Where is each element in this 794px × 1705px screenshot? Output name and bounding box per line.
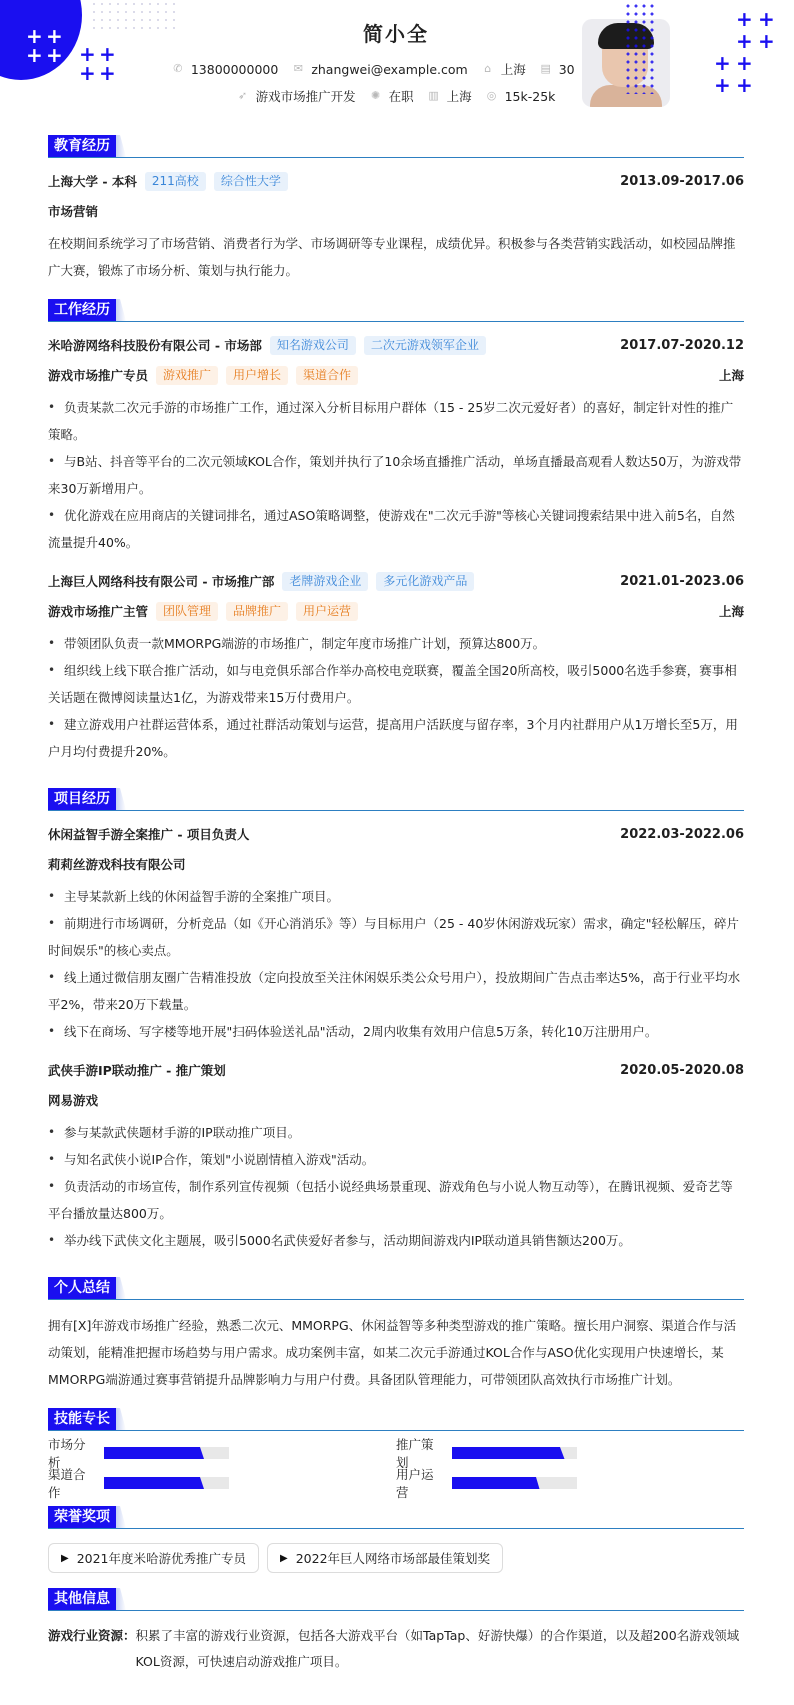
triangle-icon: ▶	[61, 1552, 69, 1564]
triangle-icon: ▶	[280, 1552, 288, 1564]
plus-icon: +	[46, 24, 63, 48]
plus-icon: +	[736, 51, 753, 75]
education-description: 在校期间系统学习了市场营销、消费者行为学、市场调研等专业课程，成绩优异。积极参与各类营销实践活动，如校园品牌推广大赛，锻炼了市场分析、策划与执行能力。	[48, 236, 736, 278]
section-header	[48, 1587, 744, 1611]
location-value: 上海	[500, 62, 526, 77]
salary-item	[486, 89, 556, 104]
section-header	[48, 1407, 744, 1431]
email-item	[292, 62, 467, 77]
plus-icon: +	[758, 7, 775, 31]
plus-icon: +	[26, 24, 43, 48]
company-row	[48, 334, 744, 356]
section-title: 技能专长	[48, 1408, 116, 1430]
section-header	[48, 134, 744, 158]
skill-bar-fill	[452, 1447, 565, 1459]
project-date: 2022.03-2022.06	[620, 826, 744, 842]
section-header	[48, 1276, 744, 1300]
award-label: 2022年巨人网络市场部最佳策划奖	[295, 1551, 491, 1566]
project-name: 武侠手游IP联动推广 - 推广策划	[48, 1063, 226, 1078]
skill-bar-fill	[452, 1477, 540, 1489]
section-title: 工作经历	[48, 299, 116, 321]
plus-icon: +	[758, 29, 775, 53]
company-tag: 多元化游戏产品	[376, 572, 474, 591]
section-header	[48, 298, 744, 322]
section-title: 荣誉奖项	[48, 1506, 116, 1528]
age-value: 30	[558, 61, 575, 77]
skill-bar	[452, 1477, 577, 1489]
plus-icon: +	[79, 61, 96, 85]
work-date: 2021.01-2023.06	[620, 573, 744, 589]
plus-icon: +	[26, 43, 43, 67]
salary-icon: ◎	[486, 89, 497, 102]
school-tag: 211高校	[145, 172, 206, 191]
plus-icon: +	[99, 61, 116, 85]
other-info-row	[48, 1623, 744, 1675]
role-name: 游戏市场推广专员	[48, 368, 149, 383]
skill-item	[48, 1437, 396, 1470]
skill-bar	[104, 1447, 229, 1459]
role-tag: 渠道合作	[296, 366, 358, 385]
status-icon: ✺	[370, 89, 381, 102]
list-item: • 建立游戏用户社群运营体系，通过社群活动策划与运营，提高用户活跃度与留存率，3个月内社群用户从1万增长至5万，用户月均付费提升20%。	[48, 711, 744, 765]
skill-label: 用户运营	[396, 1467, 434, 1500]
plus-icon: +	[99, 42, 116, 66]
project-org: 莉莉丝游戏科技有限公司	[48, 857, 186, 872]
location-item	[482, 60, 526, 78]
role-tag: 用户增长	[226, 366, 288, 385]
plus-icon: +	[736, 73, 753, 97]
candidate-name: 简小全	[363, 22, 429, 46]
other-section	[48, 1587, 744, 1675]
salary-value: 15k-25k	[504, 88, 556, 104]
education-date: 2013.09-2017.06	[620, 173, 744, 189]
other-info-label: 游戏行业资源：	[48, 1628, 136, 1643]
section-title: 其他信息	[48, 1588, 116, 1610]
plus-icon: +	[714, 51, 731, 75]
phone-icon: ✆	[173, 62, 183, 75]
work-item	[48, 570, 744, 765]
list-item: • 组织线上线下联合推广活动，如与电竞俱乐部合作举办高校电竞联赛，覆盖全国20所高校，吸引5000名选手参赛，赛事相关话题在微博阅读量达1亿，为游戏带来15万付费用户。	[48, 657, 744, 711]
job-status-value: 在职	[388, 89, 414, 104]
skill-label: 渠道合作	[48, 1467, 86, 1500]
section-title: 个人总结	[48, 1277, 116, 1299]
project-bullets	[48, 883, 744, 1045]
list-item: • 线上通过微信朋友圈广告精准投放（定向投放至关注休闲娱乐类公众号用户），投放期间广告点击率达5%，高于行业平均水平2%，带来20万下载量。	[48, 964, 744, 1018]
target-position-item	[237, 87, 356, 105]
list-item: • 举办线下武侠文化主题展，吸引5000名武侠爱好者参与，活动期间游戏内IP联动道具销售额达200万。	[48, 1227, 744, 1254]
resume-header	[48, 0, 744, 120]
skill-bar	[104, 1477, 229, 1489]
school-tag: 综合性大学	[214, 172, 288, 191]
company-row	[48, 570, 744, 592]
list-item: • 参与某款武侠题材手游的IP联动推广项目。	[48, 1119, 744, 1146]
section-header	[48, 1505, 744, 1529]
projects-section	[48, 787, 744, 1254]
education-section	[48, 134, 744, 284]
role-name: 游戏市场推广主管	[48, 604, 149, 619]
summary-section	[48, 1276, 744, 1393]
work-bullets	[48, 630, 744, 765]
company-name: 上海巨人网络科技有限公司 - 市场推广部	[48, 574, 275, 589]
work-bullets	[48, 394, 744, 556]
email-value: zhangwei@example.com	[311, 61, 468, 77]
skill-label: 推广策划	[396, 1437, 434, 1470]
target-city-value: 上海	[446, 89, 472, 104]
other-info-value: 积累了丰富的游戏行业资源，包括各大游戏平台（如TapTap、好游快爆）的合作渠道，以及超200名游戏领域KOL资源，可快速启动游戏推广项目。	[135, 1628, 740, 1669]
list-item: • 与B站、抖音等平台的二次元领域KOL合作，策划并执行了10余场直播推广活动，单场直播最高观看人数达50万，为游戏带来30万新增用户。	[48, 448, 744, 502]
skill-item	[396, 1467, 744, 1500]
award-badge	[48, 1543, 259, 1573]
section-title: 项目经历	[48, 788, 116, 810]
school-name: 上海大学 - 本科	[48, 174, 137, 189]
education-row	[48, 170, 744, 192]
skill-bar	[452, 1447, 577, 1459]
target-position-value: 游戏市场推广开发	[255, 89, 356, 104]
project-row	[48, 823, 744, 845]
project-item	[48, 1059, 744, 1254]
project-org-row	[48, 1089, 744, 1111]
award-badge	[267, 1543, 503, 1573]
company-tag: 知名游戏公司	[270, 336, 356, 355]
awards-section	[48, 1505, 744, 1573]
plus-icon: +	[714, 73, 731, 97]
list-item: • 负责活动的市场宣传，制作系列宣传视频（包括小说经典场景重现、游戏角色与小说人物互动等），在腾讯视频、爱奇艺等平台播放量达800万。	[48, 1173, 744, 1227]
list-item: • 线下在商场、写字楼等地开展"扫码体验送礼品"活动，2周内收集有效用户信息5万条，转化10万注册用户。	[48, 1018, 744, 1045]
skill-label: 市场分析	[48, 1437, 86, 1470]
major: 市场营销	[48, 204, 99, 219]
project-org-row	[48, 853, 744, 875]
awards-list	[48, 1541, 744, 1573]
list-item: • 主导某款新上线的休闲益智手游的全案推广项目。	[48, 883, 744, 910]
work-city: 上海	[718, 368, 744, 383]
work-city: 上海	[718, 604, 744, 619]
age-item	[540, 62, 575, 77]
mail-icon: ✉	[293, 62, 303, 75]
list-item: • 负责某款二次元手游的市场推广工作，通过深入分析目标用户群体（15 - 25岁二次元爱好者）的喜好，制定针对性的推广策略。	[48, 394, 744, 448]
decorative-dots	[624, 2, 658, 94]
skills-grid	[48, 1437, 744, 1500]
company-tag: 二次元游戏领军企业	[364, 336, 486, 355]
skill-item	[396, 1437, 744, 1470]
plus-icon: +	[736, 29, 753, 53]
send-icon: ➶	[237, 89, 248, 102]
section-header	[48, 787, 744, 811]
skill-item	[48, 1467, 396, 1500]
project-name: 休闲益智手游全案推广 - 项目负责人	[48, 827, 250, 842]
home-icon: ⌂	[484, 62, 492, 75]
project-bullets	[48, 1119, 744, 1254]
work-section	[48, 298, 744, 765]
list-item: • 前期进行市场调研，分析竞品（如《开心消消乐》等）与目标用户（25 - 40岁休闲游戏玩家）需求，确定"轻松解压，碎片时间娱乐"的核心卖点。	[48, 910, 744, 964]
role-tag: 团队管理	[156, 602, 218, 621]
list-item: • 优化游戏在应用商店的关键词排名，通过ASO策略调整，使游戏在"二次元手游"等核心关键词搜索结果中进入前5名，自然流量提升40%。	[48, 502, 744, 556]
summary-text: 拥有[X]年游戏市场推广经验，熟悉二次元、MMORPG、休闲益智等多种类型游戏的推广策略。擅长用户洞察、渠道合作与活动策划，能精准把握市场趋势与用户需求。成功案例丰富，如某二次元手游通过KOL合作与ASO优化实现用户快速增长，某MMORPG端游通过赛事营销提升品牌影响力与用户付费。具备团队管理能力，可带领团队高效执行市场推广计划。	[48, 1318, 737, 1387]
role-tag: 品牌推广	[226, 602, 288, 621]
award-label: 2021年度米哈游优秀推广专员	[76, 1551, 247, 1566]
role-row	[48, 364, 744, 386]
list-item: • 与知名武侠小说IP合作，策划"小说剧情植入游戏"活动。	[48, 1146, 744, 1173]
city-icon: ▥	[428, 89, 439, 102]
role-tag: 用户运营	[296, 602, 358, 621]
project-org: 网易游戏	[48, 1093, 99, 1108]
role-row	[48, 600, 744, 622]
age-icon: ▤	[540, 62, 551, 75]
list-item: • 带领团队负责一款MMORPG端游的市场推广，制定年度市场推广计划，预算达800万。	[48, 630, 744, 657]
plus-icon: +	[79, 42, 96, 66]
work-item	[48, 334, 744, 556]
skill-bar-fill	[104, 1477, 204, 1489]
skills-section	[48, 1407, 744, 1500]
role-tag: 游戏推广	[156, 366, 218, 385]
phone-item	[172, 62, 278, 77]
plus-icon: +	[46, 43, 63, 67]
skill-bar-fill	[104, 1447, 204, 1459]
company-tag: 老牌游戏企业	[282, 572, 368, 591]
job-status-item	[370, 87, 414, 105]
company-name: 米哈游网络科技股份有限公司 - 市场部	[48, 338, 262, 353]
section-title: 教育经历	[48, 135, 116, 157]
project-row	[48, 1059, 744, 1081]
project-item	[48, 823, 744, 1045]
target-city-item	[428, 87, 472, 105]
phone-value: 13800000000	[190, 61, 279, 77]
project-date: 2020.05-2020.08	[620, 1062, 744, 1078]
major-row	[48, 200, 744, 222]
work-date: 2017.07-2020.12	[620, 337, 744, 353]
plus-icon: +	[736, 7, 753, 31]
